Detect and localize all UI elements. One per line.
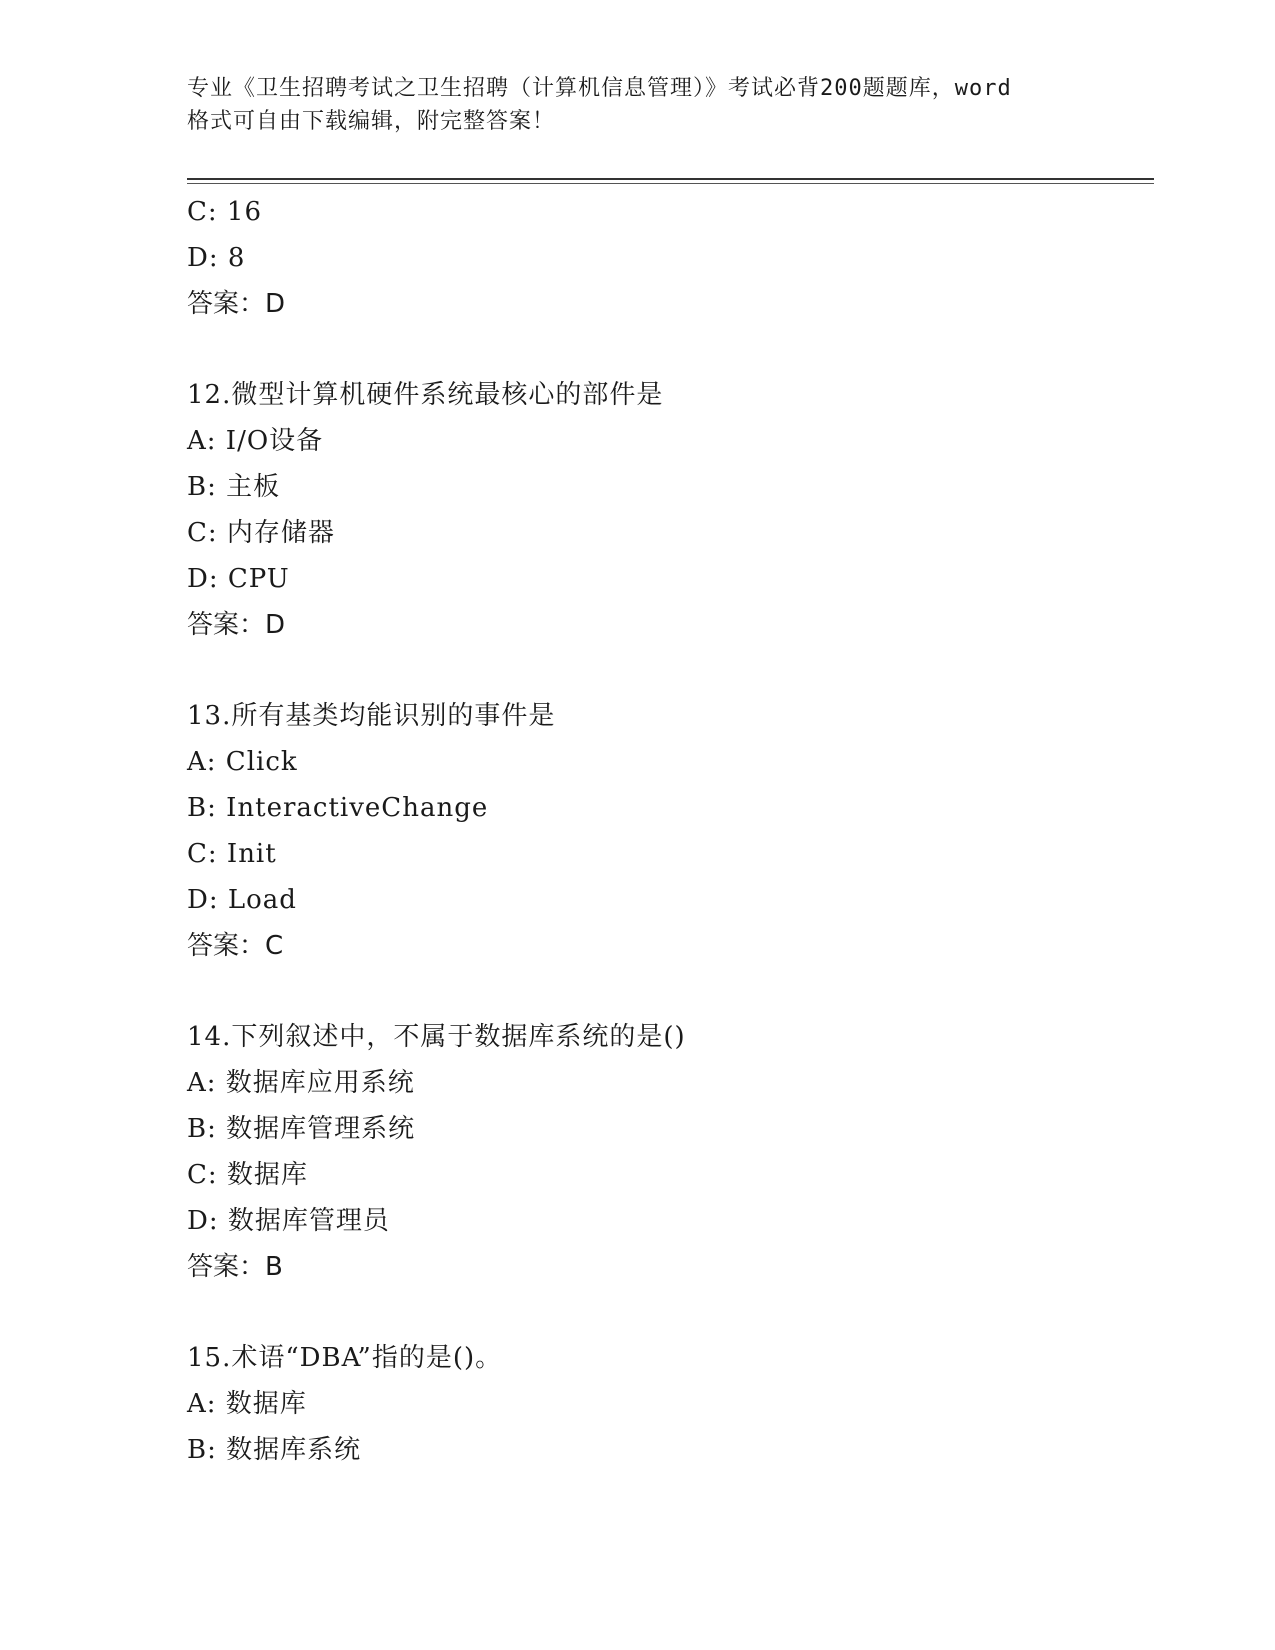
question-title: 14.下列叙述中，不属于数据库系统的是() <box>187 1022 686 1052</box>
question-title: 13.所有基类均能识别的事件是 <box>187 701 556 731</box>
question-list <box>187 189 1147 1473</box>
option-a: A: Click <box>187 747 298 777</box>
question-title: 12.微型计算机硬件系统最核心的部件是 <box>187 380 664 410</box>
option-c: C: 内存储器 <box>187 518 335 548</box>
spacer <box>187 1290 1147 1335</box>
option-a: A: 数据库应用系统 <box>187 1068 415 1098</box>
question-14 <box>187 1014 1147 1290</box>
option-a: A: 数据库 <box>187 1389 307 1419</box>
question-11-carryover <box>187 189 1147 327</box>
document-header <box>187 72 1087 138</box>
question-15 <box>187 1335 1147 1473</box>
header-line-2: 格式可自由下载编辑，附完整答案！ <box>187 109 556 134</box>
header-line-1: 专业《卫生招聘考试之卫生招聘（计算机信息管理）》考试必背200题题库，word <box>187 76 1012 101</box>
spacer <box>187 648 1147 693</box>
option-c: C: Init <box>187 839 277 869</box>
option-d: D: 数据库管理员 <box>187 1206 390 1236</box>
option-b: B: InteractiveChange <box>187 793 489 823</box>
spacer <box>187 327 1147 372</box>
question-13 <box>187 693 1147 969</box>
answer-line: 答案：D <box>187 289 286 319</box>
header-divider-thin <box>187 183 1154 184</box>
option-a: A: I/O设备 <box>187 426 324 456</box>
answer-line: 答案：D <box>187 610 286 640</box>
option-d: D: Load <box>187 885 297 915</box>
option-d: D: CPU <box>187 564 290 594</box>
answer-line: 答案：B <box>187 1252 283 1282</box>
option-b: B: 主板 <box>187 472 281 502</box>
question-12 <box>187 372 1147 648</box>
option-d: D: 8 <box>187 243 246 273</box>
option-b: B: 数据库系统 <box>187 1435 362 1465</box>
option-c: C: 数据库 <box>187 1160 308 1190</box>
header-divider-thick <box>187 178 1154 180</box>
answer-line: 答案：C <box>187 931 284 961</box>
option-b: B: 数据库管理系统 <box>187 1114 416 1144</box>
option-c: C: 16 <box>187 197 263 227</box>
spacer <box>187 969 1147 1014</box>
question-title: 15.术语“DBA”指的是()。 <box>187 1343 503 1373</box>
